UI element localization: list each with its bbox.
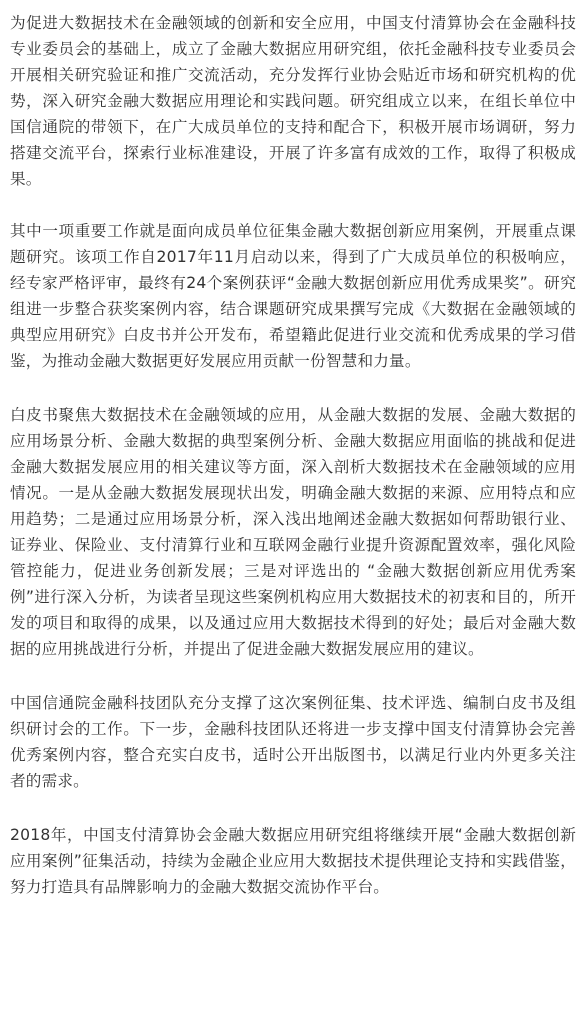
- article-body: [0, 10, 584, 900]
- paragraph-intro: 为促进大数据技术在金融领域的创新和安全应用，中国支付清算协会在金融科技专业委员会的基础上，成立了金融大数据应用研究组，依托金融科技专业委员会开展相关研究验证和推广交流活动，充分发挥行业协会贴近市场和研究机构的优势，深入研究金融大数据应用理论和实践问题。研究组成立以来，在组长单位中国信通院的带领下，在广大成员单位的支持和配合下，积极开展市场调研，努力搭建交流平台，探索行业标准建设，开展了许多富有成效的工作，取得了积极成果。: [10, 14, 576, 188]
- paragraph-team-support: 中国信通院金融科技团队充分支撑了这次案例征集、技术评选、编制白皮书及组织研讨会的工作。下一步，金融科技团队还将进一步支撑中国支付清算协会完善优秀案例内容，整合充实白皮书，适时公开出版图书，以满足行业内外更多关注者的需求。: [10, 694, 576, 790]
- paragraph-whitepaper-overview: 白皮书聚焦大数据技术在金融领域的应用，从金融大数据的发展、金融大数据的应用场景分析、金融大数据的典型案例分析、金融大数据应用面临的挑战和促进金融大数据发展应用的相关建议等方面，深入剖析大数据技术在金融领域的应用情况。一是从金融大数据发展现状出发，明确金融大数据的来源、应用特点和应用趋势；二是通过应用场景分析，深入浅出地阐述金融大数据如何帮助银行业、证券业、保险业、支付清算行业和互联网金融行业提升资源配置效率，强化风险管控能力，促进业务创新发展；三是对评选出的 “金融大数据创新应用优秀案例”进行深入分析，为读者呈现这些案例机构应用大数据技术的初衷和目的，所开发的项目和取得的成果，以及通过应用大数据技术得到的好处；最后对金融大数据的应用挑战进行分析，并提出了促进金融大数据发展应用的建议。: [10, 406, 576, 658]
- paragraph-case-collection: 其中一项重要工作就是面向成员单位征集金融大数据创新应用案例，开展重点课题研究。该项工作自2017年11月启动以来，得到了广大成员单位的积极响应，经专家严格评审，最终有24个案例获评“金融大数据创新应用优秀成果奖”。研究组进一步整合获奖案例内容，结合课题研究成果撰写完成《大数据在金融领域的典型应用研究》白皮书并公开发布，希望籍此促进行业交流和优秀成果的学习借鉴，为推动金融大数据更好发展应用贡献一份智慧和力量。: [10, 222, 576, 370]
- paragraph-2018-plan: 2018年，中国支付清算协会金融大数据应用研究组将继续开展“金融大数据创新应用案例”征集活动，持续为金融企业应用大数据技术提供理论支持和实践借鉴，努力打造具有品牌影响力的金融大数据交流协作平台。: [10, 826, 576, 896]
